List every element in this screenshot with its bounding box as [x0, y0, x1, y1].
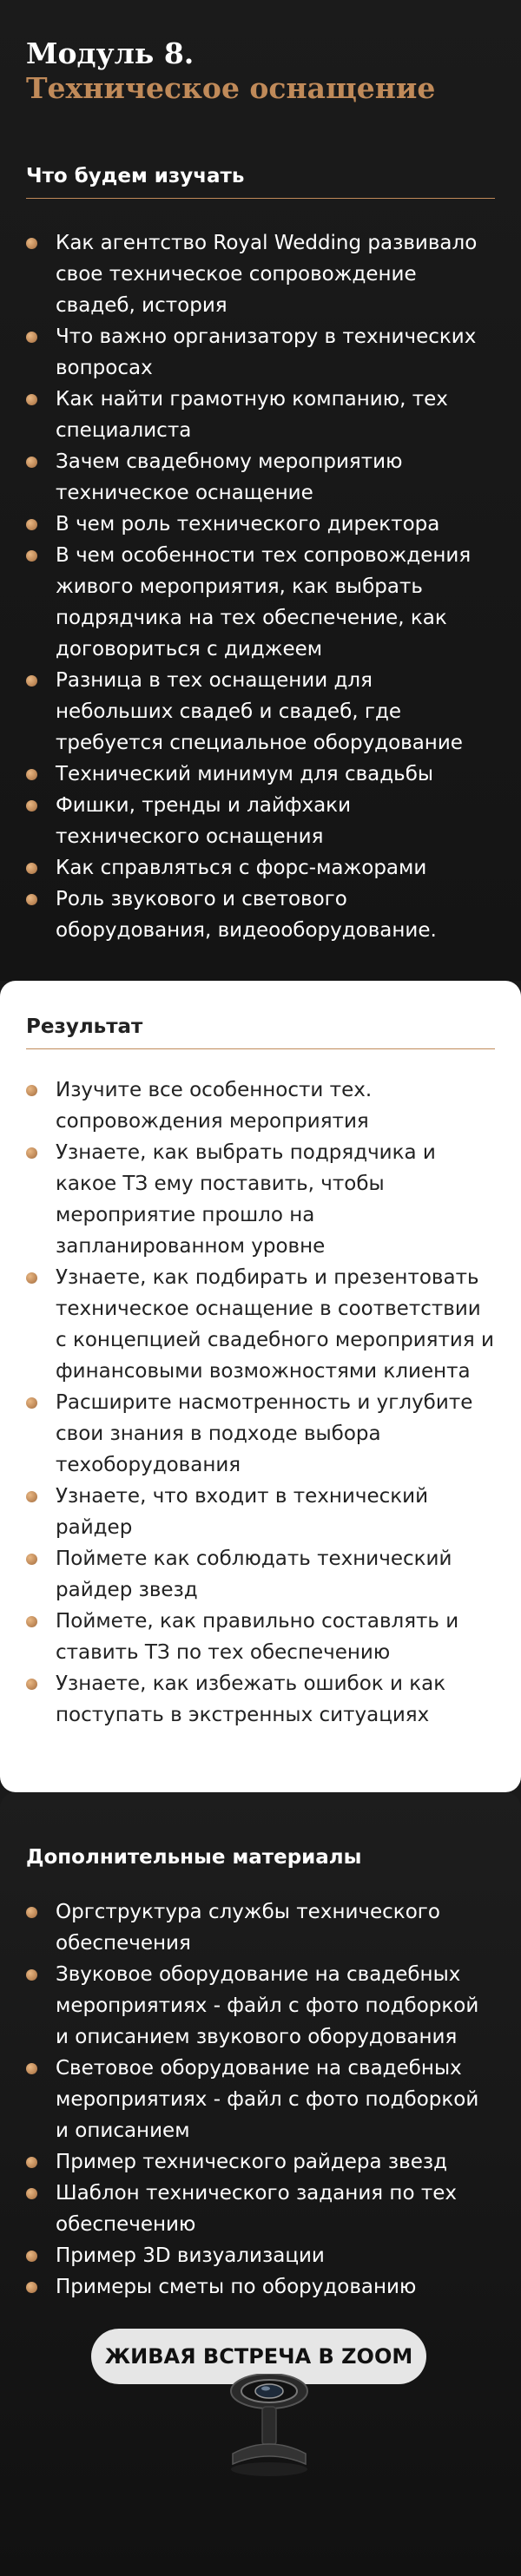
- bullet-dot: [26, 1397, 37, 1409]
- list-item: Разница в тех оснащении для небольших свадеб и свадеб, где требуется специальное оборудование: [26, 665, 495, 759]
- list-item: Звуковое оборудование на свадебных мероприятиях - файл с фото подборкой и описанием звукового оборудования: [26, 1959, 495, 2053]
- extra-heading: Дополнительные материалы: [26, 1846, 362, 1869]
- list-item: Примеры сметы по оборудованию: [26, 2271, 495, 2303]
- bullet-dot: [26, 1616, 37, 1627]
- bullet-dot: [26, 675, 37, 687]
- bullet-dot: [26, 1554, 37, 1565]
- bullet-dot: [26, 519, 37, 530]
- list-item: Пример технического райдера звезд: [26, 2146, 495, 2178]
- list-item: Узнаете, как выбрать подрядчика и какое ТЗ ему поставить, чтобы мероприятие прошло на запланированном уровне: [26, 1137, 495, 1262]
- module-number: Модуль 8.: [26, 36, 195, 70]
- bullet-dot: [26, 2188, 37, 2199]
- section-what-we-learn: [0, 0, 521, 981]
- bullet-dot: [26, 769, 37, 780]
- result-list: [26, 1074, 495, 1731]
- bullet-dot: [26, 332, 37, 343]
- bullet-dot: [26, 394, 37, 405]
- bullet-dot: [26, 2063, 37, 2074]
- list-item: Узнаете, как подбирать и презентовать техническое оснащение в соответствии с концепцией свадебного мероприятия и финансовыми возможностями клиента: [26, 1262, 495, 1387]
- list-item: Технический минимум для свадьбы: [26, 759, 495, 790]
- bullet-dot: [26, 1147, 37, 1159]
- list-item: Роль звукового и светового оборудования, видеооборудование.: [26, 884, 495, 946]
- bullet-dot: [26, 550, 37, 562]
- list-item: Зачем свадебному мероприятию техническое оснащение: [26, 446, 495, 509]
- result-heading: Результат: [26, 1015, 495, 1049]
- webcam-icon: [217, 2374, 321, 2482]
- zoom-meeting-button[interactable]: ЖИВАЯ ВСТРЕЧА В ZOOM: [91, 2329, 426, 2384]
- bullet-dot: [26, 1907, 37, 1918]
- list-item: Оргструктура службы технического обеспечения: [26, 1896, 495, 1959]
- list-item: Изучите все особенности тех. сопровождения мероприятия: [26, 1074, 495, 1137]
- list-item: В чем роль технического директора: [26, 509, 495, 540]
- module-name: Техническое оснащение: [26, 71, 436, 105]
- list-item: Как найти грамотную компанию, тех специалиста: [26, 384, 495, 446]
- bullet-dot: [26, 238, 37, 249]
- bullet-dot: [26, 1272, 37, 1284]
- list-item: Что важно организатору в технических вопросах: [26, 321, 495, 384]
- list-item: Фишки, тренды и лайфхаки технического оснащения: [26, 790, 495, 852]
- bullet-dot: [26, 894, 37, 905]
- bullet-dot: [26, 2157, 37, 2168]
- list-item: Узнаете, как избежать ошибок и как поступать в экстренных ситуациях: [26, 1668, 495, 1731]
- list-item: Поймете как соблюдать технический райдер звезд: [26, 1543, 495, 1606]
- bullet-dot: [26, 2251, 37, 2262]
- section-result: [0, 981, 521, 1792]
- bullet-dot: [26, 1085, 37, 1096]
- list-item: Шаблон технического задания по тех обеспечению: [26, 2178, 495, 2240]
- list-item: Как агентство Royal Wedding развивало свое техническое сопровождение свадеб, история: [26, 227, 495, 321]
- list-item: Узнаете, что входит в технический райдер: [26, 1481, 495, 1543]
- list-item: Пример 3D визуализации: [26, 2240, 495, 2271]
- bullet-dot: [26, 1491, 37, 1502]
- list-item: Как справляться с форс-мажорами: [26, 852, 495, 884]
- learn-list: [26, 227, 495, 946]
- bullet-dot: [26, 800, 37, 812]
- list-item: В чем особенности тех сопровождения живого мероприятия, как выбрать подрядчика на тех обеспечение, как договориться с диджеем: [26, 540, 495, 665]
- bullet-dot: [26, 457, 37, 468]
- module-title: [26, 36, 435, 106]
- learn-heading: Что будем изучать: [26, 165, 495, 199]
- list-item: Расширите насмотренность и углубите свои знания в подходе выбора техоборудования: [26, 1387, 495, 1481]
- bullet-dot: [26, 863, 37, 874]
- bullet-dot: [26, 2282, 37, 2293]
- bullet-dot: [26, 1969, 37, 1981]
- list-item: Световое оборудование на свадебных мероприятиях - файл с фото подборкой и описанием: [26, 2053, 495, 2146]
- bullet-dot: [26, 1679, 37, 1690]
- list-item: Поймете, как правильно составлять и ставить ТЗ по тех обеспечению: [26, 1606, 495, 1668]
- extra-list: [26, 1896, 495, 2303]
